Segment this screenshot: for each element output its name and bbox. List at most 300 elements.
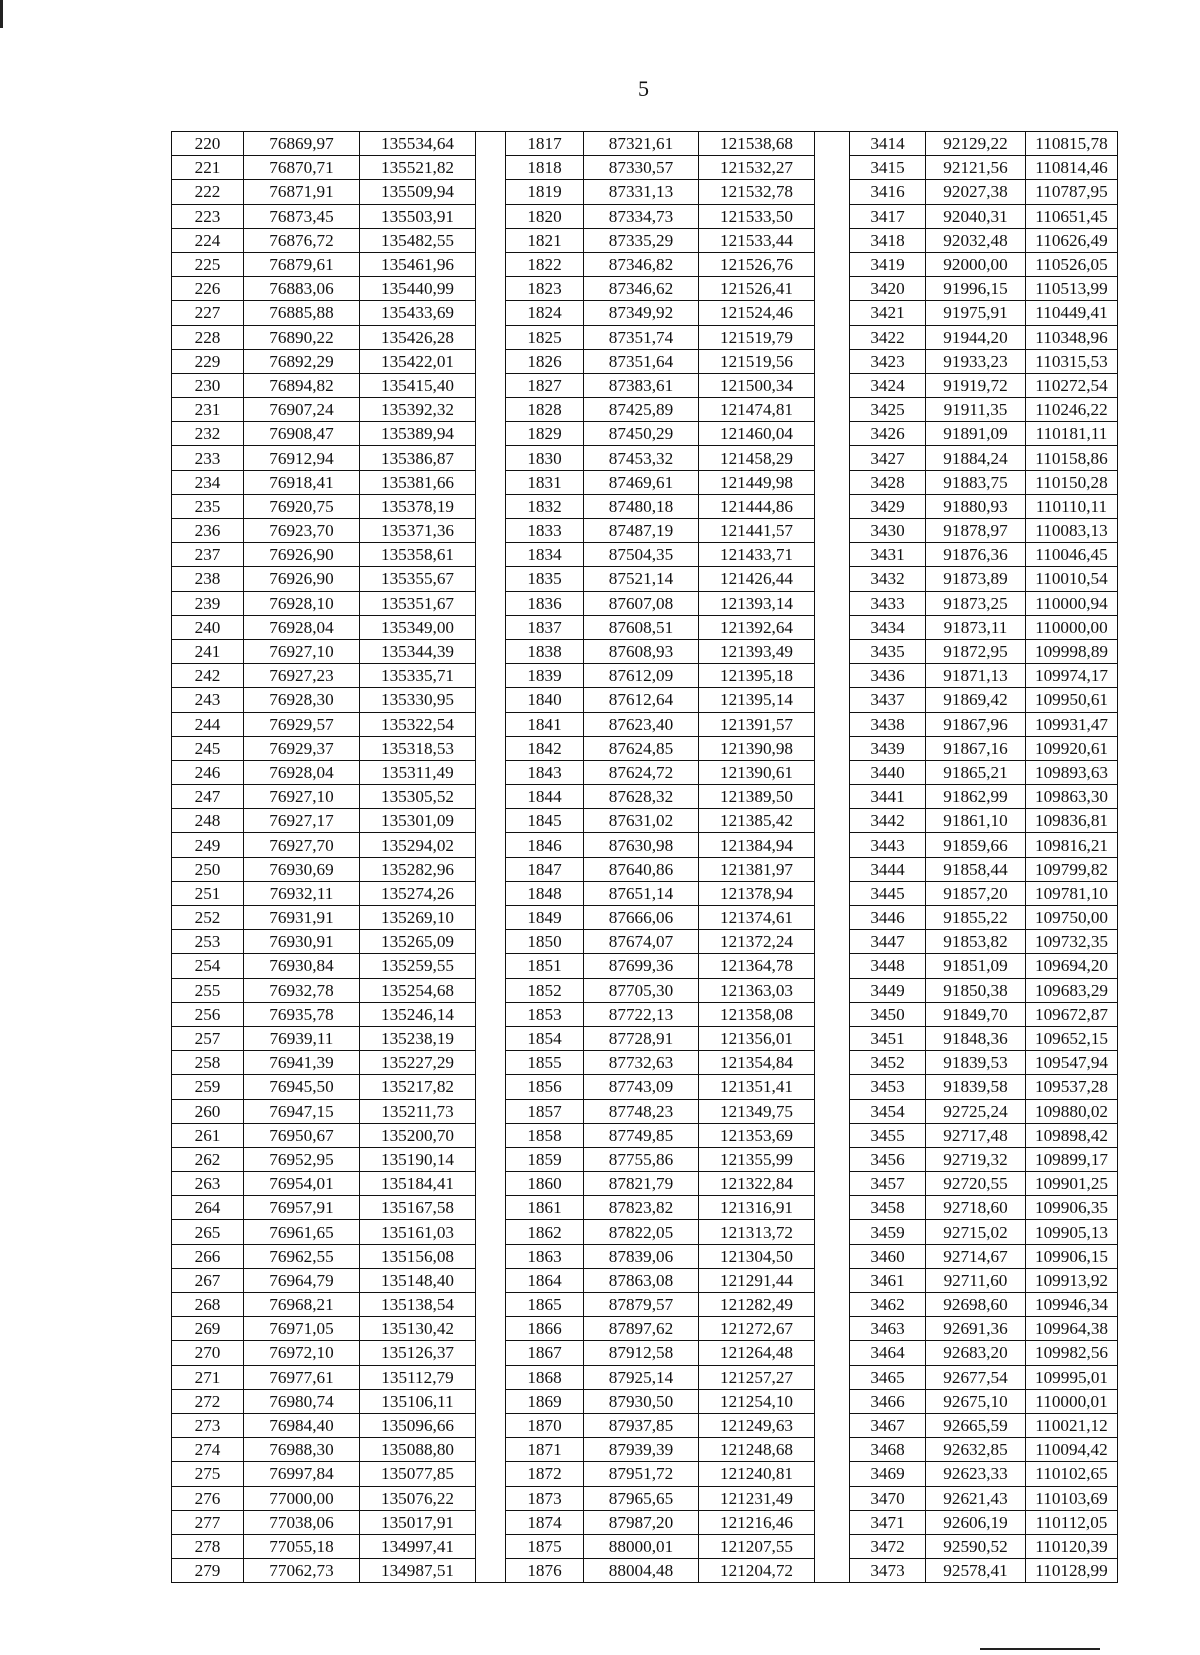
- x-coordinate-cell: 87821,79: [584, 1172, 699, 1196]
- point-number-cell: 3417: [850, 204, 926, 228]
- point-number-cell: 1845: [506, 809, 584, 833]
- x-coordinate-cell: 91850,38: [926, 978, 1026, 1002]
- point-number-cell: 270: [172, 1341, 244, 1365]
- y-coordinate-cell: 109863,30: [1026, 785, 1118, 809]
- x-coordinate-cell: 92718,60: [926, 1196, 1026, 1220]
- y-coordinate-cell: 121500,34: [699, 373, 815, 397]
- y-coordinate-cell: 110787,95: [1026, 180, 1118, 204]
- point-number-cell: 3454: [850, 1099, 926, 1123]
- x-coordinate-cell: 87607,08: [584, 591, 699, 615]
- y-coordinate-cell: 121216,46: [699, 1510, 815, 1534]
- x-coordinate-cell: 91884,24: [926, 446, 1026, 470]
- point-number-cell: 1840: [506, 688, 584, 712]
- point-number-cell: 3449: [850, 978, 926, 1002]
- y-coordinate-cell: 110526,05: [1026, 252, 1118, 276]
- table-row: [172, 785, 1118, 809]
- column-group-gap: [476, 325, 506, 349]
- y-coordinate-cell: 135534,64: [360, 132, 476, 156]
- x-coordinate-cell: 76962,55: [244, 1244, 360, 1268]
- x-coordinate-cell: 76971,05: [244, 1317, 360, 1341]
- y-coordinate-cell: 110010,54: [1026, 567, 1118, 591]
- column-group-gap: [476, 1026, 506, 1050]
- y-coordinate-cell: 109931,47: [1026, 712, 1118, 736]
- y-coordinate-cell: 121257,27: [699, 1365, 815, 1389]
- point-number-cell: 3452: [850, 1051, 926, 1075]
- x-coordinate-cell: 87321,61: [584, 132, 699, 156]
- point-number-cell: 237: [172, 543, 244, 567]
- y-coordinate-cell: 121207,55: [699, 1534, 815, 1558]
- x-coordinate-cell: 91873,89: [926, 567, 1026, 591]
- x-coordinate-cell: 76945,50: [244, 1075, 360, 1099]
- y-coordinate-cell: 109683,29: [1026, 978, 1118, 1002]
- y-coordinate-cell: 135126,37: [360, 1341, 476, 1365]
- point-number-cell: 248: [172, 809, 244, 833]
- point-number-cell: 3467: [850, 1413, 926, 1437]
- table-row: [172, 1510, 1118, 1534]
- point-number-cell: 255: [172, 978, 244, 1002]
- point-number-cell: 3426: [850, 422, 926, 446]
- y-coordinate-cell: 121444,86: [699, 494, 815, 518]
- point-number-cell: 1848: [506, 881, 584, 905]
- column-group-gap: [476, 446, 506, 470]
- point-number-cell: 234: [172, 470, 244, 494]
- column-group-gap: [476, 180, 506, 204]
- point-number-cell: 269: [172, 1317, 244, 1341]
- column-group-gap: [815, 277, 850, 301]
- point-number-cell: 240: [172, 615, 244, 639]
- column-group-gap: [815, 736, 850, 760]
- point-number-cell: 1830: [506, 446, 584, 470]
- x-coordinate-cell: 76870,71: [244, 156, 360, 180]
- x-coordinate-cell: 91867,96: [926, 712, 1026, 736]
- x-coordinate-cell: 76892,29: [244, 349, 360, 373]
- point-number-cell: 3443: [850, 833, 926, 857]
- x-coordinate-cell: 91839,53: [926, 1051, 1026, 1075]
- x-coordinate-cell: 76869,97: [244, 132, 360, 156]
- y-coordinate-cell: 121384,94: [699, 833, 815, 857]
- y-coordinate-cell: 109893,63: [1026, 760, 1118, 784]
- table-row: [172, 519, 1118, 543]
- x-coordinate-cell: 76927,23: [244, 664, 360, 688]
- column-group-gap: [815, 1123, 850, 1147]
- table-row: [172, 470, 1118, 494]
- x-coordinate-cell: 87651,14: [584, 881, 699, 905]
- point-number-cell: 1874: [506, 1510, 584, 1534]
- x-coordinate-cell: 91919,72: [926, 373, 1026, 397]
- point-number-cell: 1834: [506, 543, 584, 567]
- x-coordinate-cell: 91857,20: [926, 881, 1026, 905]
- y-coordinate-cell: 135461,96: [360, 252, 476, 276]
- x-coordinate-cell: 91873,11: [926, 615, 1026, 639]
- y-coordinate-cell: 135521,82: [360, 156, 476, 180]
- y-coordinate-cell: 110000,94: [1026, 591, 1118, 615]
- x-coordinate-cell: 87331,13: [584, 180, 699, 204]
- x-coordinate-cell: 91849,70: [926, 1002, 1026, 1026]
- column-group-gap: [815, 615, 850, 639]
- y-coordinate-cell: 135381,66: [360, 470, 476, 494]
- point-number-cell: 277: [172, 1510, 244, 1534]
- x-coordinate-cell: 87743,09: [584, 1075, 699, 1099]
- y-coordinate-cell: 135088,80: [360, 1438, 476, 1462]
- y-coordinate-cell: 121395,18: [699, 664, 815, 688]
- table-row: [172, 1051, 1118, 1075]
- table-row: [172, 1413, 1118, 1437]
- x-coordinate-cell: 87335,29: [584, 228, 699, 252]
- column-group-gap: [815, 930, 850, 954]
- point-number-cell: 3421: [850, 301, 926, 325]
- y-coordinate-cell: 110000,01: [1026, 1389, 1118, 1413]
- column-group-gap: [815, 1413, 850, 1437]
- y-coordinate-cell: 110094,42: [1026, 1438, 1118, 1462]
- point-number-cell: 1861: [506, 1196, 584, 1220]
- point-number-cell: 1817: [506, 132, 584, 156]
- y-coordinate-cell: 135358,61: [360, 543, 476, 567]
- table-row: [172, 180, 1118, 204]
- y-coordinate-cell: 135378,19: [360, 494, 476, 518]
- y-coordinate-cell: 110128,99: [1026, 1559, 1118, 1583]
- table-row: [172, 1559, 1118, 1583]
- y-coordinate-cell: 121374,61: [699, 906, 815, 930]
- column-group-gap: [815, 1389, 850, 1413]
- table-row: [172, 446, 1118, 470]
- table-row: [172, 1462, 1118, 1486]
- x-coordinate-cell: 87749,85: [584, 1123, 699, 1147]
- point-number-cell: 3437: [850, 688, 926, 712]
- y-coordinate-cell: 135217,82: [360, 1075, 476, 1099]
- y-coordinate-cell: 110626,49: [1026, 228, 1118, 252]
- y-coordinate-cell: 134987,51: [360, 1559, 476, 1583]
- x-coordinate-cell: 92632,85: [926, 1438, 1026, 1462]
- y-coordinate-cell: 135076,22: [360, 1486, 476, 1510]
- y-coordinate-cell: 121248,68: [699, 1438, 815, 1462]
- table-row: [172, 1244, 1118, 1268]
- point-number-cell: 1866: [506, 1317, 584, 1341]
- y-coordinate-cell: 121390,98: [699, 736, 815, 760]
- point-number-cell: 3435: [850, 639, 926, 663]
- point-number-cell: 1863: [506, 1244, 584, 1268]
- point-number-cell: 1853: [506, 1002, 584, 1026]
- y-coordinate-cell: 110021,12: [1026, 1413, 1118, 1437]
- point-number-cell: 1822: [506, 252, 584, 276]
- point-number-cell: 3451: [850, 1026, 926, 1050]
- y-coordinate-cell: 135017,91: [360, 1510, 476, 1534]
- y-coordinate-cell: 109836,81: [1026, 809, 1118, 833]
- point-number-cell: 1843: [506, 760, 584, 784]
- y-coordinate-cell: 121391,57: [699, 712, 815, 736]
- y-coordinate-cell: 121272,67: [699, 1317, 815, 1341]
- table-row: [172, 398, 1118, 422]
- table-row: [172, 1026, 1118, 1050]
- point-number-cell: 1858: [506, 1123, 584, 1147]
- x-coordinate-cell: 91869,42: [926, 688, 1026, 712]
- point-number-cell: 3466: [850, 1389, 926, 1413]
- point-number-cell: 262: [172, 1147, 244, 1171]
- x-coordinate-cell: 92698,60: [926, 1293, 1026, 1317]
- table-row: [172, 591, 1118, 615]
- point-number-cell: 1870: [506, 1413, 584, 1437]
- point-number-cell: 3431: [850, 543, 926, 567]
- column-group-gap: [476, 760, 506, 784]
- y-coordinate-cell: 135227,29: [360, 1051, 476, 1075]
- point-number-cell: 3432: [850, 567, 926, 591]
- y-coordinate-cell: 135156,08: [360, 1244, 476, 1268]
- table-row: [172, 1123, 1118, 1147]
- y-coordinate-cell: 135503,91: [360, 204, 476, 228]
- column-group-gap: [476, 1268, 506, 1292]
- column-group-gap: [815, 180, 850, 204]
- y-coordinate-cell: 109799,82: [1026, 857, 1118, 881]
- point-number-cell: 266: [172, 1244, 244, 1268]
- column-group-gap: [815, 1559, 850, 1583]
- x-coordinate-cell: 91851,09: [926, 954, 1026, 978]
- point-number-cell: 245: [172, 736, 244, 760]
- y-coordinate-cell: 121526,76: [699, 252, 815, 276]
- column-group-gap: [476, 1099, 506, 1123]
- y-coordinate-cell: 135138,54: [360, 1293, 476, 1317]
- x-coordinate-cell: 87925,14: [584, 1365, 699, 1389]
- x-coordinate-cell: 77000,00: [244, 1486, 360, 1510]
- table-row: [172, 132, 1118, 156]
- table-row: [172, 1389, 1118, 1413]
- x-coordinate-cell: 92715,02: [926, 1220, 1026, 1244]
- x-coordinate-cell: 87666,06: [584, 906, 699, 930]
- column-group-gap: [476, 881, 506, 905]
- y-coordinate-cell: 121254,10: [699, 1389, 815, 1413]
- table-row: [172, 1196, 1118, 1220]
- y-coordinate-cell: 121363,03: [699, 978, 815, 1002]
- y-coordinate-cell: 135148,40: [360, 1268, 476, 1292]
- x-coordinate-cell: 87469,61: [584, 470, 699, 494]
- y-coordinate-cell: 110158,86: [1026, 446, 1118, 470]
- table-row: [172, 1341, 1118, 1365]
- point-number-cell: 1827: [506, 373, 584, 397]
- x-coordinate-cell: 91867,16: [926, 736, 1026, 760]
- point-number-cell: 3470: [850, 1486, 926, 1510]
- column-group-gap: [815, 132, 850, 156]
- point-number-cell: 1844: [506, 785, 584, 809]
- x-coordinate-cell: 87608,51: [584, 615, 699, 639]
- x-coordinate-cell: 76930,91: [244, 930, 360, 954]
- x-coordinate-cell: 76873,45: [244, 204, 360, 228]
- x-coordinate-cell: 76926,90: [244, 567, 360, 591]
- x-coordinate-cell: 76928,04: [244, 615, 360, 639]
- point-number-cell: 250: [172, 857, 244, 881]
- point-number-cell: 238: [172, 567, 244, 591]
- x-coordinate-cell: 91848,36: [926, 1026, 1026, 1050]
- point-number-cell: 242: [172, 664, 244, 688]
- column-group-gap: [476, 204, 506, 228]
- x-coordinate-cell: 91880,93: [926, 494, 1026, 518]
- point-number-cell: 261: [172, 1123, 244, 1147]
- point-number-cell: 3428: [850, 470, 926, 494]
- x-coordinate-cell: 87631,02: [584, 809, 699, 833]
- y-coordinate-cell: 121316,91: [699, 1196, 815, 1220]
- x-coordinate-cell: 92717,48: [926, 1123, 1026, 1147]
- column-group-gap: [476, 712, 506, 736]
- column-group-gap: [815, 1099, 850, 1123]
- point-number-cell: 3424: [850, 373, 926, 397]
- y-coordinate-cell: 135509,94: [360, 180, 476, 204]
- x-coordinate-cell: 87383,61: [584, 373, 699, 397]
- x-coordinate-cell: 91891,09: [926, 422, 1026, 446]
- x-coordinate-cell: 87699,36: [584, 954, 699, 978]
- point-number-cell: 1868: [506, 1365, 584, 1389]
- x-coordinate-cell: 76912,94: [244, 446, 360, 470]
- y-coordinate-cell: 121524,46: [699, 301, 815, 325]
- table-row: [172, 1534, 1118, 1558]
- column-group-gap: [476, 857, 506, 881]
- y-coordinate-cell: 135311,49: [360, 760, 476, 784]
- y-coordinate-cell: 135106,11: [360, 1389, 476, 1413]
- y-coordinate-cell: 135386,87: [360, 446, 476, 470]
- point-number-cell: 3447: [850, 930, 926, 954]
- column-group-gap: [476, 156, 506, 180]
- table-row: [172, 543, 1118, 567]
- column-group-gap: [476, 1438, 506, 1462]
- y-coordinate-cell: 109732,35: [1026, 930, 1118, 954]
- x-coordinate-cell: 76957,91: [244, 1196, 360, 1220]
- point-number-cell: 3457: [850, 1172, 926, 1196]
- point-number-cell: 226: [172, 277, 244, 301]
- y-coordinate-cell: 109816,21: [1026, 833, 1118, 857]
- column-group-gap: [476, 277, 506, 301]
- coordinates-table: [171, 131, 1118, 1583]
- point-number-cell: 224: [172, 228, 244, 252]
- column-group-gap: [476, 252, 506, 276]
- y-coordinate-cell: 121204,72: [699, 1559, 815, 1583]
- scan-edge-mark: [0, 0, 3, 28]
- y-coordinate-cell: 121526,41: [699, 277, 815, 301]
- y-coordinate-cell: 135167,58: [360, 1196, 476, 1220]
- x-coordinate-cell: 87674,07: [584, 930, 699, 954]
- x-coordinate-cell: 87755,86: [584, 1147, 699, 1171]
- y-coordinate-cell: 121389,50: [699, 785, 815, 809]
- x-coordinate-cell: 91944,20: [926, 325, 1026, 349]
- point-number-cell: 1854: [506, 1026, 584, 1050]
- point-number-cell: 276: [172, 1486, 244, 1510]
- column-group-gap: [476, 591, 506, 615]
- point-number-cell: 3461: [850, 1268, 926, 1292]
- column-group-gap: [476, 543, 506, 567]
- x-coordinate-cell: 76952,95: [244, 1147, 360, 1171]
- column-group-gap: [815, 1365, 850, 1389]
- x-coordinate-cell: 91872,95: [926, 639, 1026, 663]
- column-group-gap: [476, 785, 506, 809]
- table-row: [172, 1172, 1118, 1196]
- x-coordinate-cell: 87628,32: [584, 785, 699, 809]
- point-number-cell: 256: [172, 1002, 244, 1026]
- column-group-gap: [476, 301, 506, 325]
- table-row: [172, 930, 1118, 954]
- table-row: [172, 664, 1118, 688]
- y-coordinate-cell: 109920,61: [1026, 736, 1118, 760]
- y-coordinate-cell: 109672,87: [1026, 1002, 1118, 1026]
- y-coordinate-cell: 110449,41: [1026, 301, 1118, 325]
- point-number-cell: 3460: [850, 1244, 926, 1268]
- column-group-gap: [476, 1293, 506, 1317]
- y-coordinate-cell: 135238,19: [360, 1026, 476, 1050]
- y-coordinate-cell: 121433,71: [699, 543, 815, 567]
- x-coordinate-cell: 76927,10: [244, 785, 360, 809]
- x-coordinate-cell: 76935,78: [244, 1002, 360, 1026]
- y-coordinate-cell: 121353,69: [699, 1123, 815, 1147]
- x-coordinate-cell: 92129,22: [926, 132, 1026, 156]
- x-coordinate-cell: 87480,18: [584, 494, 699, 518]
- y-coordinate-cell: 135282,96: [360, 857, 476, 881]
- y-coordinate-cell: 121349,75: [699, 1099, 815, 1123]
- y-coordinate-cell: 135096,66: [360, 1413, 476, 1437]
- y-coordinate-cell: 109899,17: [1026, 1147, 1118, 1171]
- x-coordinate-cell: 92040,31: [926, 204, 1026, 228]
- point-number-cell: 229: [172, 349, 244, 373]
- x-coordinate-cell: 92677,54: [926, 1365, 1026, 1389]
- x-coordinate-cell: 76968,21: [244, 1293, 360, 1317]
- column-group-gap: [815, 398, 850, 422]
- y-coordinate-cell: 121519,79: [699, 325, 815, 349]
- y-coordinate-cell: 121474,81: [699, 398, 815, 422]
- x-coordinate-cell: 91859,66: [926, 833, 1026, 857]
- table-row: [172, 1220, 1118, 1244]
- y-coordinate-cell: 110102,65: [1026, 1462, 1118, 1486]
- y-coordinate-cell: 135426,28: [360, 325, 476, 349]
- column-group-gap: [815, 1075, 850, 1099]
- column-group-gap: [476, 1559, 506, 1583]
- table-row: [172, 373, 1118, 397]
- x-coordinate-cell: 76947,15: [244, 1099, 360, 1123]
- column-group-gap: [815, 470, 850, 494]
- x-coordinate-cell: 87349,92: [584, 301, 699, 325]
- point-number-cell: 221: [172, 156, 244, 180]
- point-number-cell: 1828: [506, 398, 584, 422]
- y-coordinate-cell: 135184,41: [360, 1172, 476, 1196]
- point-number-cell: 3463: [850, 1317, 926, 1341]
- y-coordinate-cell: 135351,67: [360, 591, 476, 615]
- point-number-cell: 3469: [850, 1462, 926, 1486]
- x-coordinate-cell: 91861,10: [926, 809, 1026, 833]
- y-coordinate-cell: 110112,05: [1026, 1510, 1118, 1534]
- y-coordinate-cell: 110181,11: [1026, 422, 1118, 446]
- x-coordinate-cell: 76920,75: [244, 494, 360, 518]
- point-number-cell: 1837: [506, 615, 584, 639]
- y-coordinate-cell: 109906,35: [1026, 1196, 1118, 1220]
- x-coordinate-cell: 76928,30: [244, 688, 360, 712]
- point-number-cell: 3420: [850, 277, 926, 301]
- table-row: [172, 809, 1118, 833]
- point-number-cell: 1841: [506, 712, 584, 736]
- point-number-cell: 3448: [850, 954, 926, 978]
- column-group-gap: [815, 906, 850, 930]
- point-number-cell: 241: [172, 639, 244, 663]
- y-coordinate-cell: 135274,26: [360, 881, 476, 905]
- y-coordinate-cell: 110000,00: [1026, 615, 1118, 639]
- point-number-cell: 275: [172, 1462, 244, 1486]
- x-coordinate-cell: 76894,82: [244, 373, 360, 397]
- column-group-gap: [815, 1462, 850, 1486]
- column-group-gap: [476, 1486, 506, 1510]
- x-coordinate-cell: 87351,74: [584, 325, 699, 349]
- y-coordinate-cell: 121538,68: [699, 132, 815, 156]
- column-group-gap: [476, 906, 506, 930]
- x-coordinate-cell: 87705,30: [584, 978, 699, 1002]
- x-coordinate-cell: 76907,24: [244, 398, 360, 422]
- point-number-cell: 1835: [506, 567, 584, 591]
- y-coordinate-cell: 121364,78: [699, 954, 815, 978]
- y-coordinate-cell: 110315,53: [1026, 349, 1118, 373]
- column-group-gap: [815, 349, 850, 373]
- x-coordinate-cell: 87351,64: [584, 349, 699, 373]
- column-group-gap: [815, 156, 850, 180]
- point-number-cell: 233: [172, 446, 244, 470]
